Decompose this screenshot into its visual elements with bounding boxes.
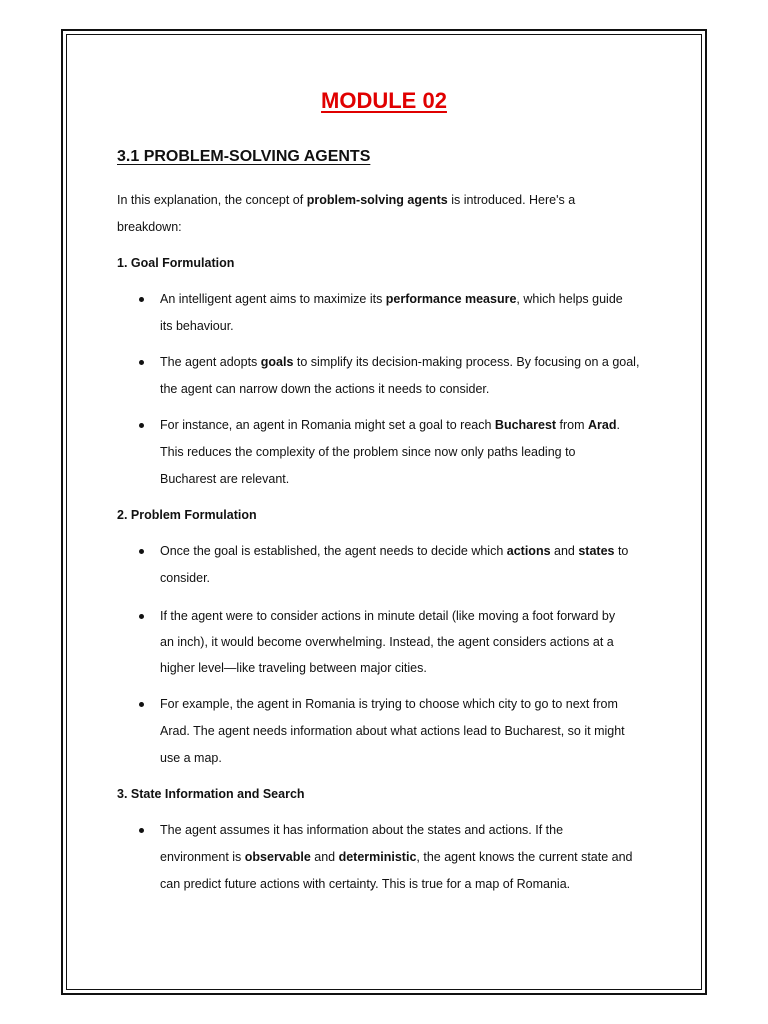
list-item: For instance, an agent in Romania might set a goal to reach Bucharest from Arad. <box>160 418 620 432</box>
section-title: 3.1 PROBLEM-SOLVING AGENTS <box>117 148 371 165</box>
bullet-icon <box>139 549 144 554</box>
list-item-cont: its behaviour. <box>160 319 234 333</box>
section-heading-problem-formulation: 2. Problem Formulation <box>117 508 257 522</box>
list-item-cont: environment is observable and deterministic, the agent knows the current state and <box>160 850 633 864</box>
bullet-icon <box>139 828 144 833</box>
intro-line-1: In this explanation, the concept of problem-solving agents is introduced. Here's a <box>117 193 576 207</box>
list-item-cont: higher level—like traveling between major cities. <box>160 661 427 675</box>
intro-line-2: breakdown: <box>117 220 182 234</box>
list-item: If the agent were to consider actions in minute detail (like moving a foot forward by <box>160 609 616 623</box>
list-item: Once the goal is established, the agent needs to decide which actions and states to <box>160 544 629 558</box>
bullet-icon <box>139 423 144 428</box>
list-item: The agent adopts goals to simplify its decision-making process. By focusing on a goal, <box>160 355 640 369</box>
bullet-icon <box>139 614 144 619</box>
list-item-cont: Arad. The agent needs information about what actions lead to Bucharest, so it might <box>160 724 625 738</box>
list-item: For example, the agent in Romania is trying to choose which city to go to next from <box>160 697 618 711</box>
list-item-cont: consider. <box>160 571 211 585</box>
section-heading-state-information: 3. State Information and Search <box>117 787 305 801</box>
module-title: MODULE 02 <box>321 88 447 113</box>
list-item-cont: an inch), it would become overwhelming. Instead, the agent considers actions at a <box>160 635 614 649</box>
bullet-icon <box>139 360 144 365</box>
list-item-cont: the agent can narrow down the actions it needs to consider. <box>160 382 490 396</box>
bullet-icon <box>139 702 144 707</box>
list-item: The agent assumes it has information about the states and actions. If the <box>160 823 564 837</box>
list-item-cont: Bucharest are relevant. <box>160 472 290 486</box>
list-item-cont: use a map. <box>160 751 222 765</box>
list-item-cont: can predict future actions with certainty. This is true for a map of Romania. <box>160 877 571 891</box>
bullet-icon <box>139 297 144 302</box>
section-heading-goal-formulation: 1. Goal Formulation <box>117 256 235 270</box>
list-item: An intelligent agent aims to maximize its performance measure, which helps guide <box>160 292 623 306</box>
list-item-cont: This reduces the complexity of the problem since now only paths leading to <box>160 445 576 459</box>
